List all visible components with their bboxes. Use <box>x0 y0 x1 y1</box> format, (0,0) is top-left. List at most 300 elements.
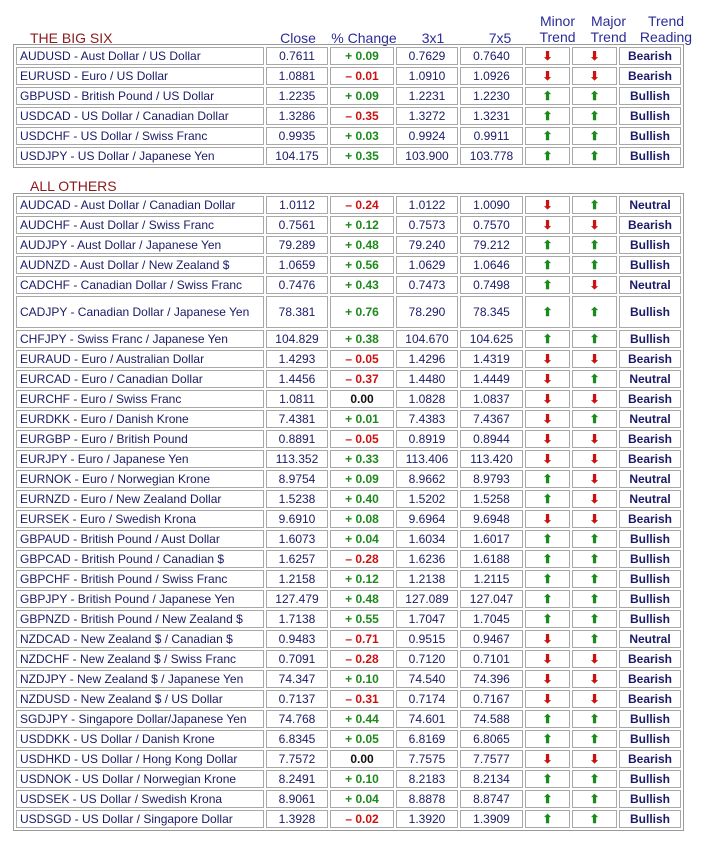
pct-change-cell: + 0.10 <box>330 770 394 788</box>
arrow-up-icon: ⬆ <box>542 472 553 486</box>
trend-reading-cell: Bullish <box>619 147 681 165</box>
major-trend-cell <box>572 390 617 408</box>
c3x1-cell: 8.8878 <box>396 790 458 808</box>
pair-cell: USDCAD - US Dollar / Canadian Dollar <box>16 107 264 125</box>
pct-change-cell: + 0.55 <box>330 610 394 628</box>
arrow-down-icon: ⬇ <box>589 492 600 506</box>
c7x5-cell: 1.6188 <box>460 550 523 568</box>
major-trend-cell <box>572 770 617 788</box>
major-trend-cell <box>572 810 617 828</box>
pair-cell: CADCHF - Canadian Dollar / Swiss Franc <box>16 276 264 294</box>
close-cell: 1.6073 <box>266 530 328 548</box>
c7x5-cell: 0.7498 <box>460 276 523 294</box>
c3x1-cell: 8.9662 <box>396 470 458 488</box>
arrow-up-icon: ⬆ <box>542 238 553 252</box>
table-row <box>16 370 681 388</box>
close-cell: 8.9754 <box>266 470 328 488</box>
minor-trend-cell <box>525 690 570 708</box>
c3x1-cell: 1.0122 <box>396 196 458 214</box>
major-trend-cell <box>572 490 617 508</box>
minor-trend-cell <box>525 570 570 588</box>
pair-cell: EURAUD - Euro / Australian Dollar <box>16 350 264 368</box>
arrow-up-icon: ⬆ <box>542 772 553 786</box>
c7x5-cell: 8.9793 <box>460 470 523 488</box>
pct-change-cell: + 0.44 <box>330 710 394 728</box>
minor-trend-cell <box>525 87 570 105</box>
c7x5-cell: 0.7167 <box>460 690 523 708</box>
arrow-down-icon: ⬇ <box>589 392 600 406</box>
arrow-up-icon: ⬆ <box>589 198 600 212</box>
minor-trend-cell <box>525 790 570 808</box>
arrow-up-icon: ⬆ <box>542 712 553 726</box>
c7x5-cell: 0.7101 <box>460 650 523 668</box>
pct-change-cell: + 0.48 <box>330 236 394 254</box>
arrow-up-icon: ⬆ <box>542 332 553 346</box>
c3x1-cell: 1.3920 <box>396 810 458 828</box>
c3x1-cell: 103.900 <box>396 147 458 165</box>
pct-change-cell: + 0.08 <box>330 510 394 528</box>
table-row <box>16 296 681 328</box>
arrow-up-icon: ⬆ <box>542 532 553 546</box>
arrow-up-icon: ⬆ <box>542 129 553 143</box>
table-row <box>16 87 681 105</box>
table-row <box>16 450 681 468</box>
pair-cell: EURDKK - Euro / Danish Krone <box>16 410 264 428</box>
arrow-down-icon: ⬇ <box>589 752 600 766</box>
major-trend-cell <box>572 570 617 588</box>
close-cell: 127.479 <box>266 590 328 608</box>
pair-cell: GBPAUD - British Pound / Aust Dollar <box>16 530 264 548</box>
c7x5-cell: 1.0837 <box>460 390 523 408</box>
pair-cell: EURUSD - Euro / US Dollar <box>16 67 264 85</box>
major-trend-cell <box>572 470 617 488</box>
arrow-down-icon: ⬇ <box>589 692 600 706</box>
arrow-up-icon: ⬆ <box>542 89 553 103</box>
pair-cell: EURSEK - Euro / Swedish Krona <box>16 510 264 528</box>
major-trend-cell <box>572 296 617 328</box>
c3x1-cell: 1.0828 <box>396 390 458 408</box>
c7x5-cell: 1.3231 <box>460 107 523 125</box>
minor-trend-cell <box>525 256 570 274</box>
trend-reading-cell: Neutral <box>619 370 681 388</box>
pct-change-cell: – 0.01 <box>330 67 394 85</box>
table-row <box>16 470 681 488</box>
c3x1-cell: 74.540 <box>396 670 458 688</box>
c3x1-cell: 9.6964 <box>396 510 458 528</box>
close-cell: 1.2158 <box>266 570 328 588</box>
minor-trend-cell <box>525 670 570 688</box>
table-row <box>16 107 681 125</box>
arrow-down-icon: ⬇ <box>589 672 600 686</box>
close-cell: 0.9935 <box>266 127 328 145</box>
c3x1-cell: 1.7047 <box>396 610 458 628</box>
col-header-pct-change: % Change <box>331 30 397 46</box>
table-row <box>16 790 681 808</box>
major-trend-cell <box>572 370 617 388</box>
arrow-up-icon: ⬆ <box>589 238 600 252</box>
pair-cell: EURCHF - Euro / Swiss Franc <box>16 390 264 408</box>
pct-change-cell: + 0.09 <box>330 87 394 105</box>
arrow-down-icon: ⬇ <box>542 198 553 212</box>
close-cell: 0.9483 <box>266 630 328 648</box>
pct-change-cell: – 0.05 <box>330 350 394 368</box>
c7x5-cell: 1.0090 <box>460 196 523 214</box>
c3x1-cell: 78.290 <box>396 296 458 328</box>
close-cell: 1.5238 <box>266 490 328 508</box>
pair-cell: EURCAD - Euro / Canadian Dollar <box>16 370 264 388</box>
minor-trend-cell <box>525 47 570 65</box>
table-row <box>16 770 681 788</box>
pct-change-cell: + 0.40 <box>330 490 394 508</box>
arrow-down-icon: ⬇ <box>542 512 553 526</box>
c7x5-cell: 1.4319 <box>460 350 523 368</box>
pair-cell: USDJPY - US Dollar / Japanese Yen <box>16 147 264 165</box>
minor-trend-cell <box>525 710 570 728</box>
pair-cell: NZDCHF - New Zealand $ / Swiss Franc <box>16 650 264 668</box>
trend-reading-cell: Bearish <box>619 390 681 408</box>
minor-trend-cell <box>525 510 570 528</box>
pair-cell: EURGBP - Euro / British Pound <box>16 430 264 448</box>
major-trend-cell <box>572 147 617 165</box>
column-header-row <box>0 0 710 46</box>
major-trend-cell <box>572 630 617 648</box>
table-row <box>16 147 681 165</box>
c3x1-cell: 104.670 <box>396 330 458 348</box>
major-trend-cell <box>572 610 617 628</box>
c7x5-cell: 8.8747 <box>460 790 523 808</box>
arrow-up-icon: ⬆ <box>589 129 600 143</box>
pair-cell: CHFJPY - Swiss Franc / Japanese Yen <box>16 330 264 348</box>
minor-trend-cell <box>525 390 570 408</box>
minor-trend-cell <box>525 147 570 165</box>
c3x1-cell: 1.2138 <box>396 570 458 588</box>
c7x5-cell: 1.6017 <box>460 530 523 548</box>
col-header-reading-line2: Reading <box>639 29 693 45</box>
table-row <box>16 690 681 708</box>
pct-change-cell: + 0.33 <box>330 450 394 468</box>
c7x5-cell: 0.9467 <box>460 630 523 648</box>
c3x1-cell: 127.089 <box>396 590 458 608</box>
table-row <box>16 510 681 528</box>
table-row <box>16 410 681 428</box>
c3x1-cell: 79.240 <box>396 236 458 254</box>
close-cell: 113.352 <box>266 450 328 468</box>
c7x5-cell: 0.8944 <box>460 430 523 448</box>
arrow-down-icon: ⬇ <box>542 632 553 646</box>
pct-change-cell: + 0.09 <box>330 470 394 488</box>
arrow-down-icon: ⬇ <box>589 352 600 366</box>
arrow-up-icon: ⬆ <box>542 812 553 826</box>
pct-change-cell: + 0.12 <box>330 570 394 588</box>
pct-change-cell: – 0.05 <box>330 430 394 448</box>
table-row <box>16 810 681 828</box>
minor-trend-cell <box>525 216 570 234</box>
c7x5-cell: 1.0646 <box>460 256 523 274</box>
arrow-up-icon: ⬆ <box>542 572 553 586</box>
close-cell: 7.4381 <box>266 410 328 428</box>
pct-change-cell: – 0.28 <box>330 550 394 568</box>
major-trend-cell <box>572 256 617 274</box>
section-title-big-six: THE BIG SIX <box>30 30 113 46</box>
minor-trend-cell <box>525 730 570 748</box>
trend-reading-cell: Neutral <box>619 196 681 214</box>
pair-cell: AUDNZD - Aust Dollar / New Zealand $ <box>16 256 264 274</box>
pair-cell: NZDUSD - New Zealand $ / US Dollar <box>16 690 264 708</box>
major-trend-cell <box>572 196 617 214</box>
pct-change-cell: – 0.71 <box>330 630 394 648</box>
close-cell: 0.7137 <box>266 690 328 708</box>
c7x5-cell: 6.8065 <box>460 730 523 748</box>
major-trend-cell <box>572 47 617 65</box>
pair-cell: AUDJPY - Aust Dollar / Japanese Yen <box>16 236 264 254</box>
arrow-down-icon: ⬇ <box>589 472 600 486</box>
trend-reading-cell: Bearish <box>619 510 681 528</box>
close-cell: 0.8891 <box>266 430 328 448</box>
trend-reading-cell: Bullish <box>619 550 681 568</box>
trend-reading-cell: Bullish <box>619 530 681 548</box>
arrow-up-icon: ⬆ <box>542 592 553 606</box>
close-cell: 74.347 <box>266 670 328 688</box>
c7x5-cell: 79.212 <box>460 236 523 254</box>
arrow-up-icon: ⬆ <box>589 632 600 646</box>
trend-reading-cell: Bullish <box>619 770 681 788</box>
trend-reading-cell: Bullish <box>619 236 681 254</box>
arrow-down-icon: ⬇ <box>589 652 600 666</box>
c3x1-cell: 7.4383 <box>396 410 458 428</box>
trend-reading-cell: Bullish <box>619 330 681 348</box>
c7x5-cell: 1.0926 <box>460 67 523 85</box>
pct-change-cell: – 0.35 <box>330 107 394 125</box>
arrow-down-icon: ⬇ <box>542 412 553 426</box>
trend-reading-cell: Bullish <box>619 127 681 145</box>
minor-trend-cell <box>525 67 570 85</box>
close-cell: 74.768 <box>266 710 328 728</box>
arrow-up-icon: ⬆ <box>589 612 600 626</box>
pair-cell: USDHKD - US Dollar / Hong Kong Dollar <box>16 750 264 768</box>
trend-reading-cell: Bearish <box>619 650 681 668</box>
trend-reading-cell: Bearish <box>619 67 681 85</box>
c7x5-cell: 1.3909 <box>460 810 523 828</box>
col-header-close: Close <box>280 30 316 46</box>
arrow-down-icon: ⬇ <box>542 49 553 63</box>
arrow-down-icon: ⬇ <box>542 372 553 386</box>
c7x5-cell: 1.2115 <box>460 570 523 588</box>
pair-cell: AUDCHF - Aust Dollar / Swiss Franc <box>16 216 264 234</box>
pair-cell: EURNZD - Euro / New Zealand Dollar <box>16 490 264 508</box>
arrow-down-icon: ⬇ <box>542 652 553 666</box>
minor-trend-cell <box>525 610 570 628</box>
minor-trend-cell <box>525 410 570 428</box>
arrow-down-icon: ⬇ <box>589 218 600 232</box>
arrow-down-icon: ⬇ <box>542 432 553 446</box>
major-trend-cell <box>572 690 617 708</box>
minor-trend-cell <box>525 236 570 254</box>
trend-reading-cell: Bearish <box>619 47 681 65</box>
pct-change-cell: + 0.38 <box>330 330 394 348</box>
minor-trend-cell <box>525 350 570 368</box>
minor-trend-cell <box>525 196 570 214</box>
pct-change-cell: – 0.24 <box>330 196 394 214</box>
pair-cell: USDCHF - US Dollar / Swiss Franc <box>16 127 264 145</box>
arrow-down-icon: ⬇ <box>589 452 600 466</box>
c3x1-cell: 0.7473 <box>396 276 458 294</box>
pct-change-cell: + 0.03 <box>330 127 394 145</box>
pct-change-cell: – 0.31 <box>330 690 394 708</box>
arrow-up-icon: ⬆ <box>589 552 600 566</box>
pct-change-cell: + 0.05 <box>330 730 394 748</box>
pct-change-cell: 0.00 <box>330 750 394 768</box>
arrow-up-icon: ⬆ <box>589 572 600 586</box>
c3x1-cell: 1.6034 <box>396 530 458 548</box>
pair-cell: USDNOK - US Dollar / Norwegian Krone <box>16 770 264 788</box>
minor-trend-cell <box>525 296 570 328</box>
arrow-up-icon: ⬆ <box>589 109 600 123</box>
pct-change-cell: + 0.04 <box>330 530 394 548</box>
trend-reading-cell: Bullish <box>619 296 681 328</box>
close-cell: 7.7572 <box>266 750 328 768</box>
arrow-up-icon: ⬆ <box>542 552 553 566</box>
minor-trend-cell <box>525 770 570 788</box>
minor-trend-cell <box>525 370 570 388</box>
close-cell: 1.2235 <box>266 87 328 105</box>
c3x1-cell: 0.8919 <box>396 430 458 448</box>
table-row <box>16 276 681 294</box>
trend-reading-cell: Bullish <box>619 87 681 105</box>
arrow-down-icon: ⬇ <box>589 512 600 526</box>
trend-reading-cell: Bullish <box>619 256 681 274</box>
arrow-down-icon: ⬇ <box>542 452 553 466</box>
c7x5-cell: 1.4449 <box>460 370 523 388</box>
pair-cell: AUDUSD - Aust Dollar / US Dollar <box>16 47 264 65</box>
major-trend-cell <box>572 550 617 568</box>
arrow-down-icon: ⬇ <box>542 672 553 686</box>
arrow-up-icon: ⬆ <box>542 492 553 506</box>
c3x1-cell: 1.4296 <box>396 350 458 368</box>
table-row <box>16 127 681 145</box>
arrow-up-icon: ⬆ <box>542 732 553 746</box>
arrow-down-icon: ⬇ <box>542 752 553 766</box>
pct-change-cell: + 0.76 <box>330 296 394 328</box>
table-row <box>16 650 681 668</box>
arrow-up-icon: ⬆ <box>542 109 553 123</box>
arrow-up-icon: ⬆ <box>542 305 553 319</box>
major-trend-cell <box>572 67 617 85</box>
minor-trend-cell <box>525 450 570 468</box>
major-trend-cell <box>572 710 617 728</box>
close-cell: 104.175 <box>266 147 328 165</box>
minor-trend-cell <box>525 530 570 548</box>
all-others-table <box>13 193 684 831</box>
pct-change-cell: – 0.02 <box>330 810 394 828</box>
major-trend-cell <box>572 276 617 294</box>
c7x5-cell: 74.396 <box>460 670 523 688</box>
table-row <box>16 570 681 588</box>
c3x1-cell: 6.8169 <box>396 730 458 748</box>
close-cell: 0.7611 <box>266 47 328 65</box>
trend-reading-cell: Bearish <box>619 670 681 688</box>
minor-trend-cell <box>525 590 570 608</box>
major-trend-cell <box>572 127 617 145</box>
trend-reading-cell: Neutral <box>619 470 681 488</box>
pair-cell: GBPCAD - British Pound / Canadian $ <box>16 550 264 568</box>
pair-cell: EURNOK - Euro / Norwegian Krone <box>16 470 264 488</box>
arrow-up-icon: ⬆ <box>589 712 600 726</box>
arrow-up-icon: ⬆ <box>542 258 553 272</box>
c3x1-cell: 0.9924 <box>396 127 458 145</box>
section-title-all-others: ALL OTHERS <box>30 178 117 194</box>
col-header-minor-trend <box>530 13 585 45</box>
close-cell: 1.4293 <box>266 350 328 368</box>
major-trend-cell <box>572 450 617 468</box>
arrow-up-icon: ⬆ <box>542 278 553 292</box>
table-row <box>16 47 681 65</box>
c7x5-cell: 1.5258 <box>460 490 523 508</box>
major-trend-cell <box>572 430 617 448</box>
c3x1-cell: 8.2183 <box>396 770 458 788</box>
arrow-up-icon: ⬆ <box>589 372 600 386</box>
close-cell: 1.4456 <box>266 370 328 388</box>
table-row <box>16 710 681 728</box>
c3x1-cell: 1.4480 <box>396 370 458 388</box>
table-row <box>16 256 681 274</box>
pair-cell: USDDKK - US Dollar / Danish Krone <box>16 730 264 748</box>
trend-reading-cell: Bullish <box>619 107 681 125</box>
arrow-down-icon: ⬇ <box>542 218 553 232</box>
col-header-major-trend <box>581 13 636 45</box>
arrow-up-icon: ⬆ <box>589 732 600 746</box>
table-row <box>16 490 681 508</box>
close-cell: 1.0811 <box>266 390 328 408</box>
minor-trend-cell <box>525 810 570 828</box>
major-trend-cell <box>572 216 617 234</box>
trend-reading-cell: Bullish <box>619 590 681 608</box>
trend-reading-cell: Bearish <box>619 750 681 768</box>
close-cell: 1.6257 <box>266 550 328 568</box>
c7x5-cell: 9.6948 <box>460 510 523 528</box>
close-cell: 79.289 <box>266 236 328 254</box>
close-cell: 8.9061 <box>266 790 328 808</box>
close-cell: 1.3928 <box>266 810 328 828</box>
pair-cell: AUDCAD - Aust Dollar / Canadian Dollar <box>16 196 264 214</box>
pct-change-cell: + 0.12 <box>330 216 394 234</box>
minor-trend-cell <box>525 276 570 294</box>
c3x1-cell: 74.601 <box>396 710 458 728</box>
c3x1-cell: 0.7174 <box>396 690 458 708</box>
arrow-up-icon: ⬆ <box>589 258 600 272</box>
arrow-up-icon: ⬆ <box>589 772 600 786</box>
trend-reading-cell: Bullish <box>619 710 681 728</box>
close-cell: 78.381 <box>266 296 328 328</box>
c3x1-cell: 0.7573 <box>396 216 458 234</box>
arrow-down-icon: ⬇ <box>542 692 553 706</box>
c3x1-cell: 0.7120 <box>396 650 458 668</box>
trend-reading-cell: Bearish <box>619 350 681 368</box>
major-trend-cell <box>572 650 617 668</box>
major-trend-cell <box>572 87 617 105</box>
pct-change-cell: – 0.37 <box>330 370 394 388</box>
arrow-up-icon: ⬆ <box>589 592 600 606</box>
c7x5-cell: 104.625 <box>460 330 523 348</box>
minor-trend-cell <box>525 630 570 648</box>
trend-reading-cell: Bearish <box>619 430 681 448</box>
col-header-reading-line1: Trend <box>647 13 685 29</box>
c3x1-cell: 0.7629 <box>396 47 458 65</box>
col-header-major-line2: Trend <box>590 29 627 45</box>
minor-trend-cell <box>525 127 570 145</box>
major-trend-cell <box>572 236 617 254</box>
c7x5-cell: 74.588 <box>460 710 523 728</box>
close-cell: 1.0659 <box>266 256 328 274</box>
